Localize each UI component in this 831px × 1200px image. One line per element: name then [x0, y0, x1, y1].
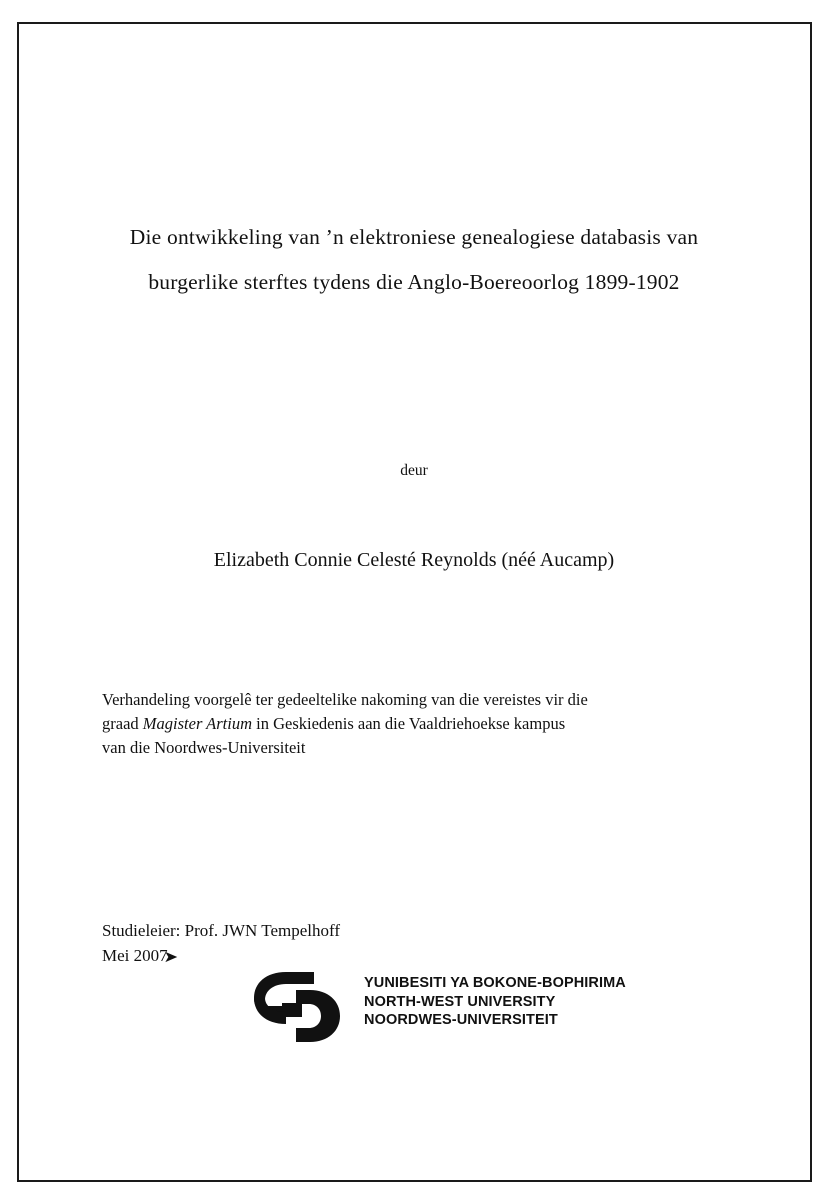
nwu-logo-icon	[252, 970, 360, 1044]
logo-text-line-2: NORTH-WEST UNIVERSITY	[364, 993, 556, 1010]
page-title-line-2: burgerlike sterftes tydens die Anglo-Boereoorlog 1899-1902	[148, 270, 680, 294]
degree-statement-line-1: Verhandeling voorgelê ter gedeeltelike nakoming van die vereistes vir die	[102, 690, 588, 709]
degree-name-italic: Magister Artium	[142, 714, 253, 733]
degree-statement	[102, 688, 726, 760]
title-page-content	[100, 30, 728, 1170]
university-logo-block	[252, 968, 632, 1048]
degree-statement-line-2	[102, 712, 726, 736]
degree-statement-line-3: van die Noordwes-Universiteit	[102, 738, 306, 757]
degree-statement-line-2-prefix: graad	[102, 714, 143, 733]
logo-text-line-3: NOORDWES-UNIVERSITEIT	[364, 1012, 558, 1028]
date-line	[102, 943, 179, 968]
supervisor-line: Studieleier: Prof. JWN Tempelhoff	[102, 921, 341, 940]
page-title	[100, 215, 728, 305]
author-name: Elizabeth Connie Celesté Reynolds (néé Aucamp)	[213, 549, 615, 571]
page-title-line-1: Die ontwikkeling van ’n elektroniese genealogiese databasis van	[129, 225, 699, 249]
date-text: Mei 2007	[102, 946, 168, 965]
university-logo-text	[364, 974, 626, 1030]
degree-statement-line-2-suffix: in Geskiedenis aan die Vaaldriehoekse kampus	[252, 714, 566, 733]
logo-text-line-1: YUNIBESITI YA BOKONE-BOPHIRIMA	[364, 975, 626, 991]
arrow-icon: ➤	[163, 949, 179, 966]
supervisor-block	[102, 918, 340, 968]
byline-label: deur	[400, 462, 428, 479]
